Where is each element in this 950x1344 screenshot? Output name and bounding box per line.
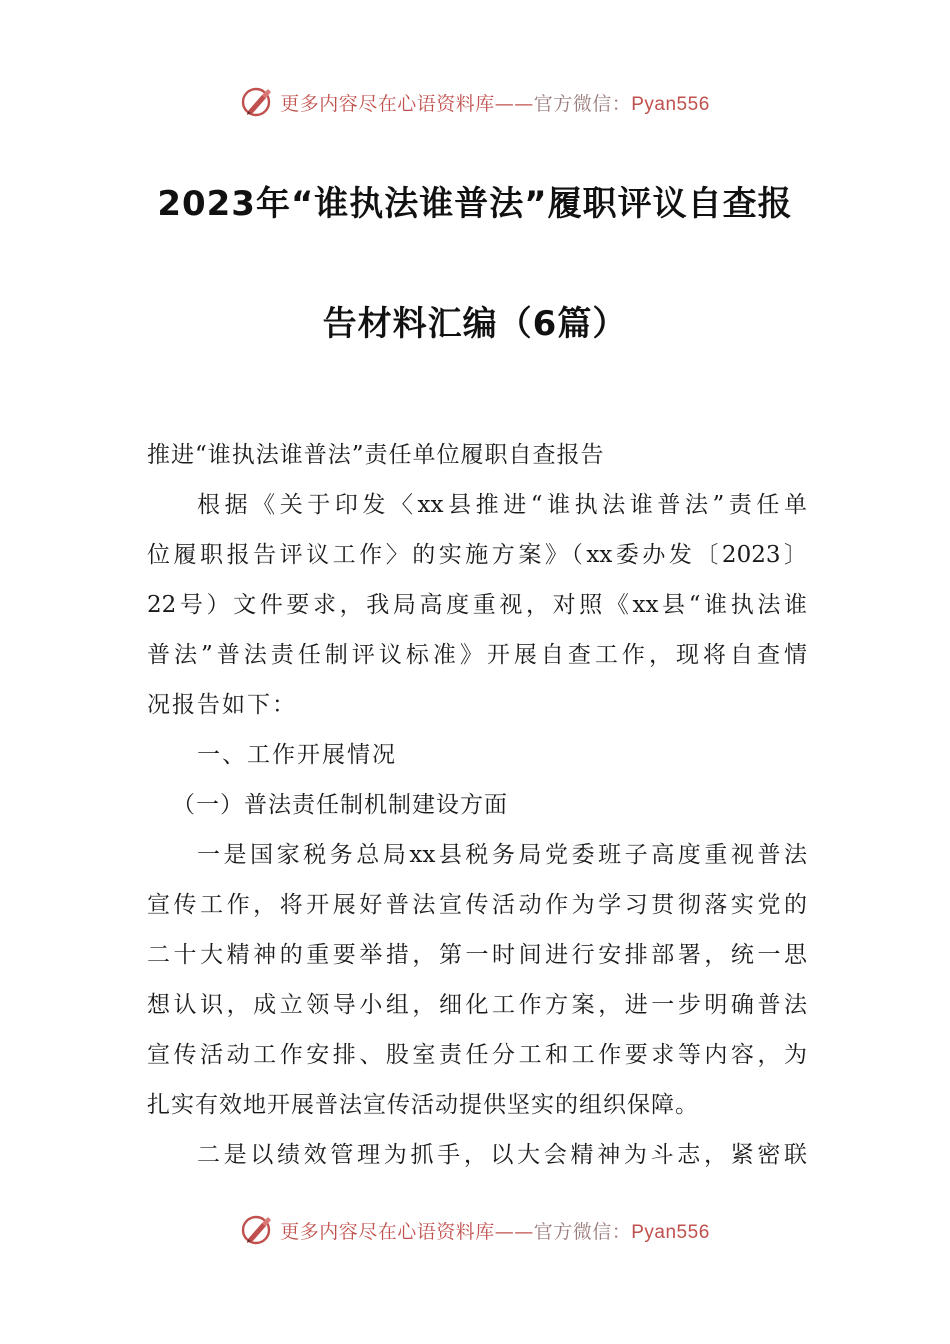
watermark-wechat-label: 官方微信：	[533, 1220, 632, 1243]
paragraph-line: 宣传活动工作安排、股室责任分工和工作要求等内容，为	[147, 1042, 807, 1068]
paragraph-line: 一是国家税务总局xx县税务局党委班子高度重视普法	[197, 842, 807, 868]
paragraph-line: 普法”普法责任制评议标准》开展自查工作，现将自查情	[147, 642, 807, 668]
watermark-header	[0, 84, 950, 120]
watermark-text	[280, 89, 710, 116]
document-title-line-1: 2023年“谁执法谁普法”履职评议自查报	[157, 184, 793, 224]
watermark-library: 更多内容尽在心语资料库	[280, 1220, 495, 1243]
paragraph-line: 想认识，成立领导小组，细化工作方案，进一步明确普法	[147, 992, 807, 1018]
watermark-text	[280, 1217, 710, 1244]
section-heading: 推进“谁执法谁普法”责任单位履职自查报告	[147, 442, 605, 468]
paragraph-line: 扎实有效地开展普法宣传活动提供坚实的组织保障。	[147, 1092, 699, 1118]
watermark-dash: ——	[494, 1220, 534, 1243]
heading-level-2: （一）普法责任制机制建设方面	[172, 792, 508, 818]
watermark-wechat-id: Pyan556	[631, 1221, 710, 1243]
document-title-line-2: 告材料汇编（6篇）	[322, 304, 628, 344]
paragraph-line: 况报告如下：	[147, 692, 297, 718]
watermark-footer	[0, 1212, 950, 1248]
paragraph-line: 二是以绩效管理为抓手，以大会精神为斗志，紧密联	[197, 1142, 807, 1168]
paragraph-line: 二十大精神的重要举措，第一时间进行安排部署，统一思	[147, 942, 807, 968]
pen-logo-icon	[240, 1213, 274, 1247]
watermark-dash: ——	[494, 92, 534, 115]
paragraph-line: 22号）文件要求，我局高度重视，对照《xx县“谁执法谁	[147, 592, 807, 618]
watermark-wechat-label: 官方微信：	[533, 92, 632, 115]
paragraph-line: 宣传工作，将开展好普法宣传活动作为学习贯彻落实党的	[147, 892, 807, 918]
pen-logo-icon	[240, 85, 274, 119]
watermark-library: 更多内容尽在心语资料库	[280, 92, 495, 115]
paragraph-line: 根据《关于印发〈xx县推进“谁执法谁普法”责任单	[197, 492, 807, 518]
heading-level-1: 一、工作开展情况	[197, 742, 397, 768]
watermark-wechat-id: Pyan556	[631, 93, 710, 115]
paragraph-line: 位履职报告评议工作〉的实施方案》（xx委办发〔2023〕	[147, 542, 807, 568]
